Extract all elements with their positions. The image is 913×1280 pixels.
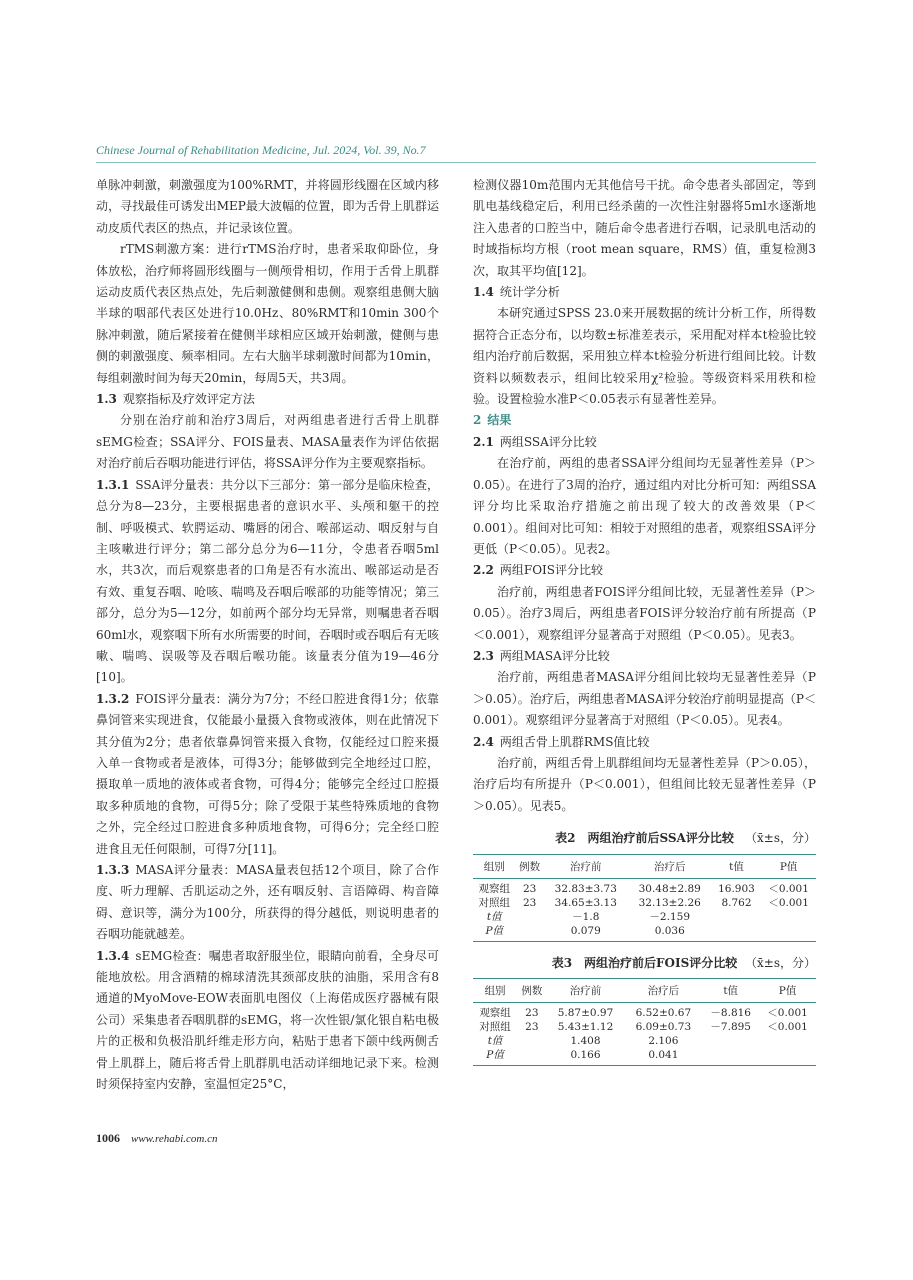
- section-title: 两组FOIS评分比较: [499, 563, 604, 578]
- table-cell: [515, 924, 543, 942]
- section-heading: [96, 389, 439, 410]
- results-heading: [473, 410, 816, 431]
- table-cell: 23: [525, 1021, 539, 1033]
- table-cell: 0.036: [628, 924, 712, 942]
- paragraph: rTMS刺激方案：进行rTMS治疗时，患者采取仰卧位，身体放松，治疗师将圆形线圈与一侧颅骨相切，作用于舌骨上肌群运动皮质代表区热点处，先后刺激健侧和患侧。观察组患侧大脑半球的咽部代表区处进行10.0Hz、80%RMT和10min 300个脉冲刺激，随后紧接着在健侧半球相应区域开始刺激，健侧与患侧的刺激强度、频率相同。左右大脑半球刺激时间都为10min，每组刺激时间为每天20min，每周5天，共3周。: [96, 242, 439, 385]
- right-column: [473, 175, 816, 1066]
- paragraph: 治疗前，两组患者FOIS评分组间比较，无显著性差异（P＞0.05）。治疗3周后，两组患者FOIS评分较治疗前有所提高（P＜0.001），观察组评分显著高于对照组（P＜0.05）。见表3。: [473, 584, 816, 642]
- table2-unit: （x̄±s，分）: [745, 831, 816, 846]
- table-cell: 观察组: [479, 1007, 511, 1019]
- section-heading: [473, 646, 816, 667]
- table-cell: 34.65±3.13: [554, 896, 617, 909]
- section-title: 观察指标及疗效评定方法: [122, 392, 255, 407]
- subsection-paragraph: [96, 689, 439, 860]
- subsection-paragraph: [96, 946, 439, 1096]
- page-number: 1006: [96, 1131, 120, 1145]
- table-header: 治疗后: [624, 979, 702, 1003]
- table-cell: 16.903: [718, 882, 755, 895]
- table-cell: P值: [473, 1048, 517, 1066]
- table-header: 组别: [473, 854, 515, 878]
- section-number: 2.3: [473, 648, 494, 663]
- table-cell: [702, 1048, 759, 1066]
- table-header: t值: [702, 979, 759, 1003]
- table-header: 治疗后: [628, 854, 712, 878]
- table-cell: t值: [487, 1035, 503, 1047]
- table-cell: －1.8: [572, 910, 600, 923]
- section-title: 两组舌骨上肌群RMS值比较: [499, 734, 650, 749]
- header-rule: [96, 162, 816, 163]
- table-cell: [515, 910, 543, 924]
- table-cell: 6.52±0.67: [635, 1007, 692, 1019]
- paragraph-text: MASA评分量表：MASA量表包括12个项目，除了合作度、听力理解、舌肌运动之外，还有咽反射、言语障碍、构音障碍、意识等，满分为100分，所获得的得分越低，则说明患者的吞咽功能就越差。: [96, 863, 439, 942]
- table-cell: 对照组: [478, 896, 510, 909]
- table-cell: －2.159: [649, 910, 690, 923]
- section-heading: [473, 732, 816, 753]
- table-cell: 5.43±1.12: [557, 1021, 614, 1033]
- section-number: 2.1: [473, 434, 494, 449]
- table-row: [473, 896, 816, 910]
- table-cell: 5.87±0.97: [557, 1007, 614, 1019]
- table-cell: 观察组: [478, 882, 510, 895]
- table-cell: －8.816: [710, 1007, 751, 1019]
- table3-caption: [473, 953, 816, 974]
- table-header: P值: [759, 979, 816, 1003]
- paragraph: 单脉冲刺激，刺激强度为100%RMT，并将圆形线圈在区域内移动，寻找最佳可诱发出MEP最大波幅的位置，即为舌骨上肌群运动皮质代表区的热点，并记录该位置。: [96, 178, 439, 235]
- paragraph: 治疗前，两组舌骨上肌群组间均无显著性差异（P＞0.05），治疗后均有所提升（P＜0.001），但组间比较无显著性差异（P＞0.05）。见表5。: [473, 755, 816, 813]
- table-cell: 8.762: [721, 896, 752, 909]
- table-cell: 23: [525, 1007, 539, 1019]
- table-cell: [517, 1034, 546, 1048]
- table-cell: 1.408: [570, 1035, 601, 1047]
- table2-title: 表2 两组治疗前后SSA评分比较: [555, 831, 734, 846]
- section-heading: [473, 432, 816, 453]
- paragraph: 分别在治疗前和治疗3周后，对两组患者进行舌骨上肌群sEMG检查；SSA评分、FOIS量表、MASA量表作为评估依据对治疗前后吞咽功能进行评估，将SSA评分作为主要观察指标。: [96, 413, 439, 471]
- table-row: [473, 910, 816, 924]
- table-cell: ＜0.001: [767, 1021, 808, 1033]
- subsection-number: 1.3.3: [96, 863, 130, 877]
- subsection-number: 1.3.2: [96, 691, 130, 706]
- table-row: [473, 1020, 816, 1034]
- section-number: 1.4: [473, 285, 494, 300]
- table-cell: 32.13±2.26: [638, 896, 701, 909]
- table-cell: －7.895: [710, 1021, 751, 1033]
- table-header: P值: [761, 854, 816, 878]
- page-footer: [96, 1131, 217, 1146]
- paragraph-text: sEMG检查：嘱患者取舒服坐位，眼睛向前看，全身尽可能地放松。用含酒精的棉球清洗其颈部皮肤的油脂，采用含有8通道的MyoMove-EOW表面肌电图仪（上海偌成医疗器械有限公司）采集患者吞咽肌群的sEMG，将一次性银/氯化银自粘电极片的正极和负极沿肌纤维走形方向，粘贴于患者下颌中线两侧舌骨上肌群上，随后将舌骨上肌群肌电活动详细地记录下来。检测时须保持室内安静，室温恒定25°C，: [96, 948, 439, 1092]
- table3: [473, 978, 816, 1066]
- subsection-paragraph: [96, 475, 439, 689]
- table-cell: 6.09±0.73: [635, 1021, 692, 1033]
- footer-url: www.rehabi.com.cn: [131, 1133, 218, 1145]
- table-cell: 23: [522, 882, 537, 895]
- table-header: 治疗前: [544, 854, 628, 878]
- section-title: 结果: [487, 413, 512, 428]
- table-header: 例数: [517, 979, 546, 1003]
- table-row: [473, 1034, 816, 1048]
- table-cell: [702, 1034, 759, 1048]
- table-cell: ＜0.001: [767, 1007, 808, 1019]
- table-cell: 30.48±2.89: [638, 882, 701, 895]
- table-row: [473, 924, 816, 942]
- table-cell: [759, 1048, 816, 1066]
- table-cell: t值: [486, 910, 502, 923]
- table-cell: [761, 910, 816, 924]
- table-cell: [759, 1034, 816, 1048]
- table-cell: 32.83±3.73: [554, 882, 617, 895]
- table-cell: 2.106: [648, 1035, 679, 1047]
- section-heading: [473, 560, 816, 581]
- table-cell: ＜0.001: [768, 896, 809, 909]
- table3-title: 表3 两组治疗前后FOIS评分比较: [551, 955, 738, 970]
- table-cell: P值: [473, 924, 515, 942]
- table-cell: 0.041: [624, 1048, 702, 1066]
- table-cell: 0.166: [547, 1048, 625, 1066]
- subsection-number: 1.3.1: [96, 477, 130, 492]
- journal-header: Chinese Journal of Rehabilitation Medicine, Jul. 2024, Vol. 39, No.7: [96, 143, 426, 157]
- table-cell: 23: [522, 896, 537, 909]
- section-number: 2.2: [473, 563, 494, 578]
- table-row: [473, 1048, 816, 1066]
- table-header: 例数: [515, 854, 543, 878]
- paragraph: 治疗前，两组患者MASA评分组间比较均无显著性差异（P＞0.05）。治疗后，两组患者MASA评分较治疗前明显提高（P＜0.001）。观察组评分显著高于对照组（P＜0.05）。见表4。: [473, 670, 816, 728]
- table3-header-row: [473, 979, 816, 1003]
- table-header: 治疗前: [547, 979, 625, 1003]
- table-cell: [517, 1048, 546, 1066]
- table-cell: 对照组: [479, 1021, 511, 1033]
- table-header: t值: [712, 854, 762, 878]
- left-column: [96, 175, 439, 1095]
- table2: [473, 854, 816, 942]
- section-number: 2: [473, 413, 482, 428]
- paragraph: 本研究通过SPSS 23.0来开展数据的统计分析工作，所得数据符合正态分布，以均数±标准差表示，采用配对样本t检验比较组内治疗前后数据，采用独立样本t检验分析进行组间比较。计数资料以频数表示，组间比较采用χ²检验。等级资料采用秩和检验。设置检验水准P＜0.05表示有显著性差异。: [473, 306, 816, 407]
- table-cell: ＜0.001: [768, 882, 809, 895]
- paragraph: 检测仪器10m范围内无其他信号干扰。命令患者头部固定，等到肌电基线稳定后，利用已经杀菌的一次性注射器将5ml水逐渐地注入患者的口腔当中，随后命令患者进行吞咽，记录肌电活动的时域指标均方根（root mean square，RMS）值，重复检测3次，取其平均值[12]。: [473, 178, 816, 278]
- table-cell: [712, 924, 762, 942]
- section-number: 2.4: [473, 734, 494, 749]
- table-cell: 0.079: [544, 924, 628, 942]
- subsection-paragraph: [96, 860, 439, 946]
- table3-unit: （x̄±s，分）: [745, 955, 816, 970]
- section-title: 两组MASA评分比较: [499, 648, 610, 663]
- paragraph-text: FOIS评分量表：满分为7分；不经口腔进食得1分；依靠鼻饲管来实现进食，仅能最小量摄入食物或液体，则在此情况下其分值为2分；患者依靠鼻饲管来摄入食物，仅能经过口腔来摄入单一食物或者是液体，可得3分；能够做到完全地经过口腔，摄取单一质地的液体或者食物，可得4分；能够完全经过口腔摄取多种质地的食物，可得5分；除了受限于某些特殊质地的食物之外，完全经过口腔进食多种质地食物，可得6分；完全经口腔进食且无任何限制，可得7分[11]。: [96, 691, 439, 856]
- section-number: 1.3: [96, 392, 117, 407]
- table-header: 组别: [473, 979, 517, 1003]
- table-cell: [712, 910, 762, 924]
- section-heading: [473, 282, 816, 303]
- subsection-number: 1.3.4: [96, 948, 130, 963]
- paragraph: 在治疗前，两组的患者SSA评分组间均无显著性差异（P＞0.05）。在进行了3周的治疗，通过组内对比分析可知：两组SSA评分均比采取治疗措施之前出现了较大的改善效果（P＜0.001）。组间对比可知：相较于对照组的患者，观察组SSA评分更低（P＜0.05）。见表2。: [473, 456, 816, 556]
- table2-caption: [473, 828, 816, 849]
- table-row: [473, 1003, 816, 1021]
- table-row: [473, 878, 816, 896]
- section-title: 两组SSA评分比较: [499, 434, 597, 449]
- table-cell: [761, 924, 816, 942]
- table2-header-row: [473, 854, 816, 878]
- paragraph-text: SSA评分量表：共分以下三部分：第一部分是临床检查，总分为8—23分，主要根据患者的意识水平、头颅和躯干的控制、呼吸模式、软腭运动、嘴唇的闭合、喉部运动、咽反射与自主咳嗽进行评分；第二部分总分为6—11分，令患者吞咽5ml水，共3次，而后观察患者的口角是否有水流出、喉部运动是否有效、重复吞咽、呛咳、喘鸣及吞咽后喉部的功能等情况；第三部分，总分为5—12分，如前两个部分均无异常，则嘱患者吞咽60ml水，观察咽下所有水所需要的时间，吞咽时或吞咽后有无咳嗽、喘鸣、误吸等及吞咽后喉功能。该量表分值为19—46分[10]。: [96, 477, 439, 685]
- section-title: 统计学分析: [499, 285, 560, 300]
